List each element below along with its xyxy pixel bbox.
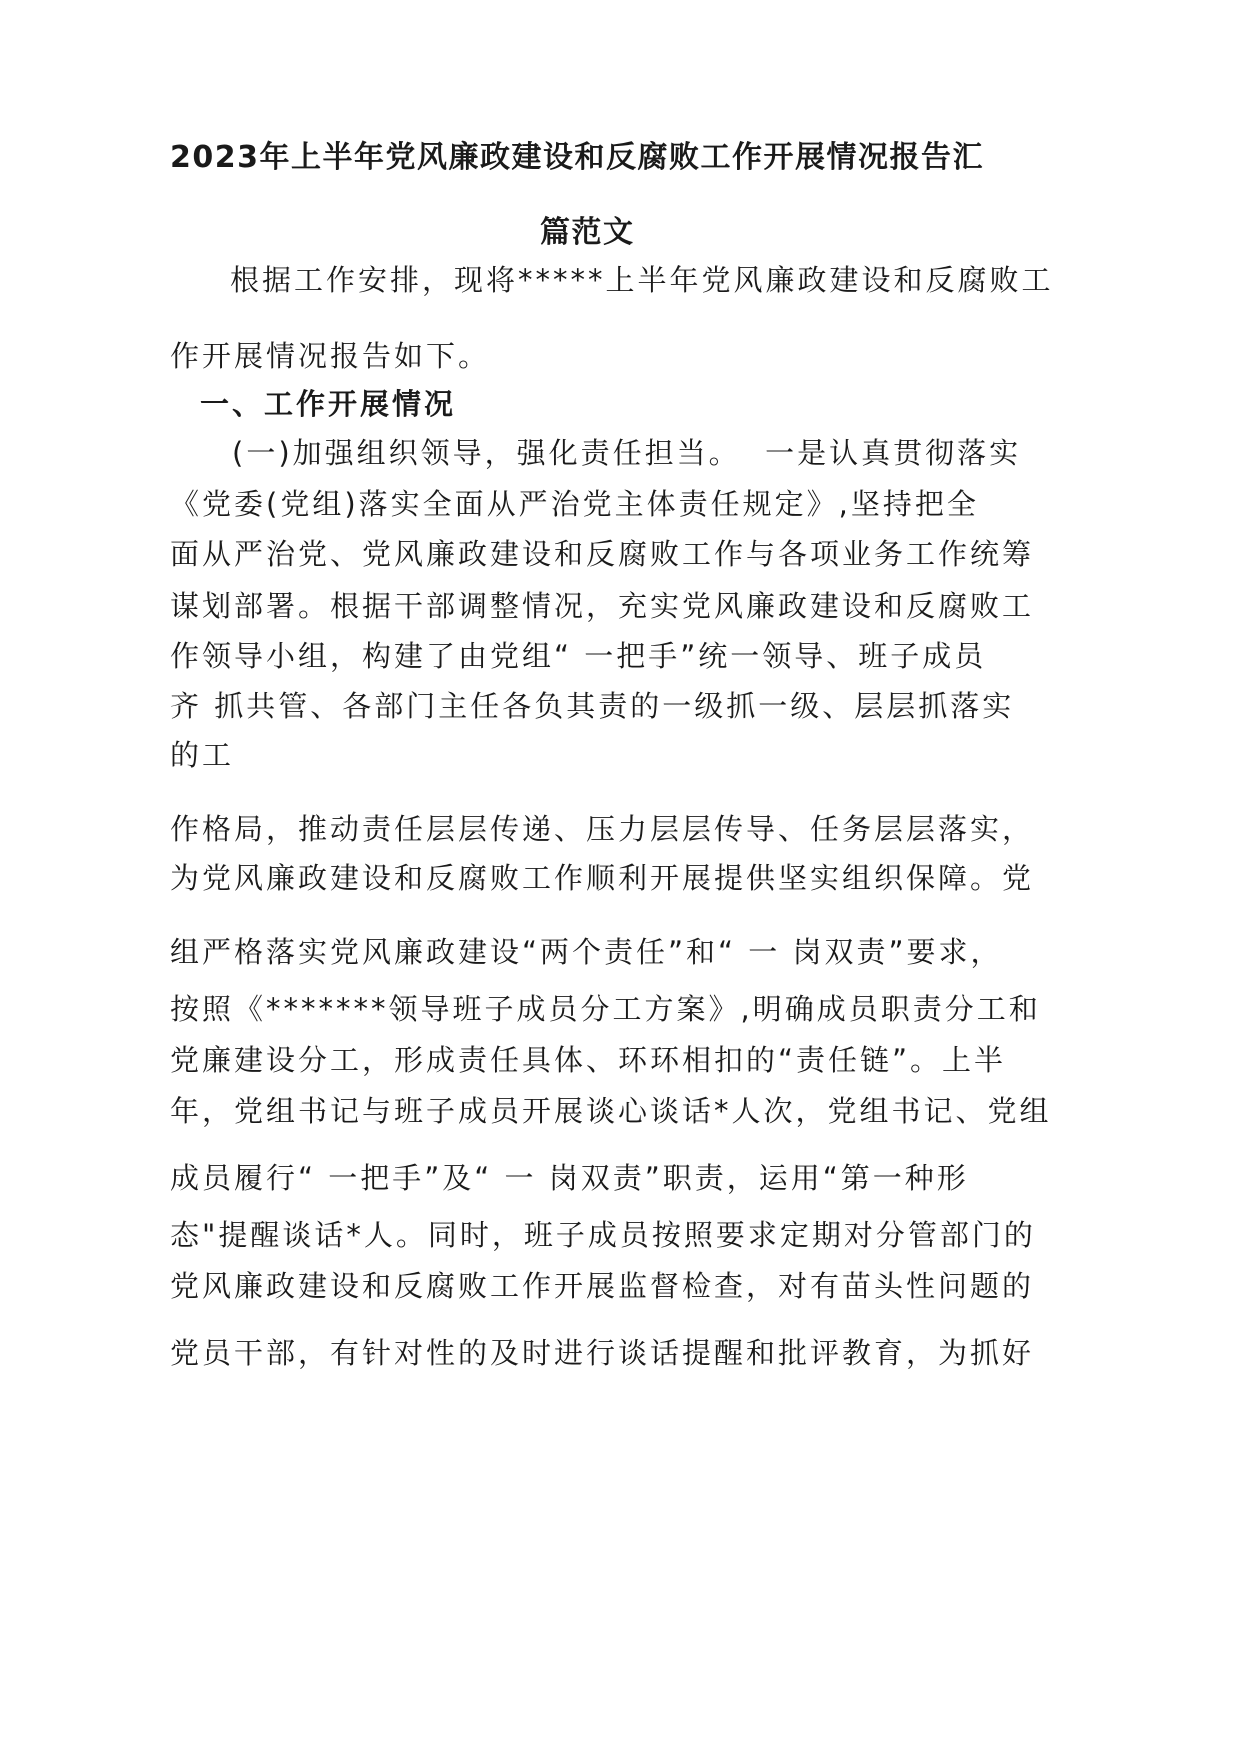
paragraph-line: (一)加强组织领导，强化责任担当。 一是认真贯彻落实: [232, 436, 1022, 470]
paragraph-line: 作格局，推动责任层层传递、压力层层传导、任务层层落实，: [170, 812, 1035, 846]
paragraph-line: 组严格落实党风廉政建设“两个责任”和“ 一 岗双责”要求，: [170, 935, 1003, 969]
paragraph-line: 根据工作安排，现将*****上半年党风廉政建设和反腐败工: [230, 263, 1054, 297]
paragraph-line: 齐 抓共管、各部门主任各负其责的一级抓一级、层层抓落实: [170, 689, 1015, 723]
paragraph-line: 作领导小组，构建了由党组“ 一把手”统一领导、班子成员: [170, 639, 987, 673]
paragraph-line: 《党委(党组)落实全面从严治党主体责任规定》,坚持把全: [170, 487, 979, 521]
paragraph-line: 面从严治党、党风廉政建设和反腐败工作与各项业务工作统筹: [170, 537, 1035, 571]
paragraph-line: 成员履行“ 一把手”及“ 一 岗双责”职责，运用“第一种形: [170, 1161, 969, 1195]
paragraph-line: 党风廉政建设和反腐败工作开展监督检查，对有苗头性问题的: [170, 1269, 1035, 1303]
paragraph-line: 年，党组书记与班子成员开展谈心谈话*人次，党组书记、党组: [170, 1094, 1052, 1128]
document-title-line-2: 篇范文: [540, 215, 635, 250]
paragraph-line: 谋划部署。根据干部调整情况，充实党风廉政建设和反腐败工: [170, 589, 1035, 623]
paragraph-line: 作开展情况报告如下。: [170, 339, 491, 373]
paragraph-line: 党员干部，有针对性的及时进行谈话提醒和批评教育，为抓好: [170, 1336, 1035, 1370]
paragraph-line: 的工: [170, 738, 235, 772]
document-title-line-1: 2023年上半年党风廉政建设和反腐败工作开展情况报告汇: [170, 140, 984, 175]
paragraph-line: 党廉建设分工，形成责任具体、环环相扣的“责任链”。上半: [170, 1043, 1007, 1077]
paragraph-line: 态"提醒谈话*人。同时，班子成员按照要求定期对分管部门的: [170, 1218, 1036, 1252]
paragraph-line: 按照《*******领导班子成员分工方案》,明确成员职责分工和: [170, 992, 1041, 1026]
section-heading: 一、工作开展情况: [200, 387, 457, 421]
paragraph-line: 为党风廉政建设和反腐败工作顺利开展提供坚实组织保障。党: [170, 861, 1035, 895]
